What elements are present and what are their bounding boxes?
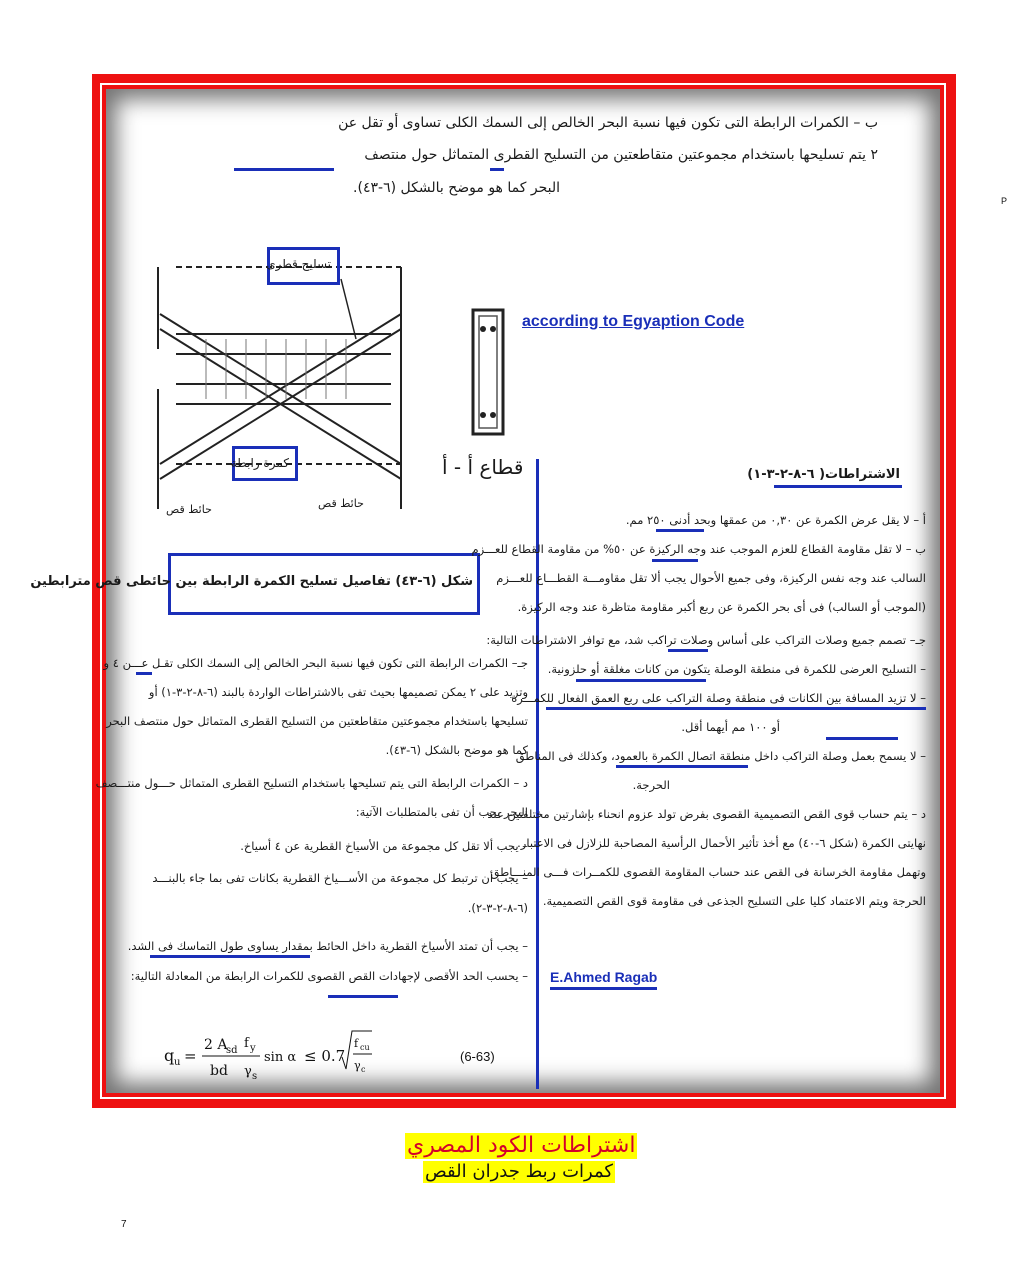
underline bbox=[668, 649, 708, 652]
condition-line: – لا يسمح بعمل وصلة التراكب داخل منطقة اتصال الكمرة بالعمود، وكذلك فى المناطق bbox=[515, 749, 926, 763]
beam-label-box bbox=[232, 446, 298, 481]
svg-text:2 A: 2 A bbox=[204, 1037, 228, 1053]
para-b-line-2: ٢ يتم تسليحها باستخدام مجموعتين متقاطعتين من التسليح القطرى المتماثل حول منتصف bbox=[364, 147, 878, 163]
svg-text:=: = bbox=[184, 1047, 197, 1065]
page-number: 7 bbox=[121, 1219, 127, 1230]
condition-line: أو ١٠٠ مم أيهما أقل. bbox=[681, 720, 780, 734]
svg-text:sin α: sin α bbox=[264, 1050, 297, 1065]
underline bbox=[546, 707, 926, 710]
svg-text:q: q bbox=[164, 1046, 175, 1065]
svg-text:cu: cu bbox=[360, 1043, 370, 1052]
underline bbox=[652, 559, 698, 562]
underline bbox=[576, 679, 706, 682]
left-col-line: د – الكمرات الرابطة التى يتم تسليحها باستخدام التسليح القطرى المتماثل حـــول منتـــصف bbox=[95, 776, 528, 790]
svg-text:f: f bbox=[244, 1036, 249, 1051]
underline bbox=[328, 995, 398, 998]
condition-line: (الموجب أو السالب) فى أى بحر الكمرة عن ربع أكبر مقاومة متاظرة عند وجه الركيزة. bbox=[517, 600, 926, 614]
svg-text:γ: γ bbox=[244, 1064, 252, 1079]
scanned-page bbox=[30, 89, 940, 1093]
svg-text:γ: γ bbox=[354, 1059, 361, 1072]
para-b-line-3: البحر كما هو موضح بالشكل (٦-٤٣). bbox=[353, 180, 560, 196]
svg-text:≤ 0.7: ≤ 0.7 bbox=[304, 1047, 346, 1065]
margin-letter: P bbox=[1001, 196, 1008, 206]
condition-line: أ – لا يقل عرض الكمرة عن ٠,٣٠ من عمقها وبحد أدنى ٢٥٠ مم. bbox=[625, 513, 926, 527]
para-b-line-1: ب – الكمرات الرابطة التى تكون فيها نسبة البحر الخالص إلى السمك الكلى تساوى أو تقل عن bbox=[338, 115, 878, 131]
svg-text:sd: sd bbox=[226, 1045, 238, 1056]
caption-title: اشتراطات الكود المصري bbox=[407, 1133, 636, 1158]
figure-caption-box bbox=[30, 553, 480, 615]
left-col-line: جـ– الكمرات الرابطة التى تكون فيها نسبة البحر الخالص إلى السمك الكلى تقـل عـــن ٤ و bbox=[103, 656, 528, 670]
author-name: E.Ahmed Ragab bbox=[550, 969, 657, 990]
underline bbox=[774, 485, 902, 488]
caption-subtitle: كمرات ربط جدران القص bbox=[425, 1161, 613, 1182]
left-col-line: كما هو موضح بالشكل (٦-٤٣). bbox=[385, 743, 528, 757]
underline bbox=[656, 529, 704, 532]
diagonal-label-box bbox=[267, 247, 340, 285]
svg-text:u: u bbox=[174, 1057, 181, 1068]
figure-caption: شكل (٦-٤٣) تفاصيل تسليح الكمرة الرابطة بين حائطى قص مترابطين bbox=[30, 574, 473, 589]
underline bbox=[826, 737, 898, 740]
underline bbox=[616, 765, 748, 768]
code-heading: according to Egyaption Code bbox=[522, 313, 745, 330]
left-col-line: البحر يجب أن تفى بالمتطلبات الآتية: bbox=[355, 805, 528, 819]
condition-line: جـ– تصمم جميع وصلات التراكب على أساس وصلات تراكب شد، مع توافر الاشتراطات التالية: bbox=[486, 633, 926, 647]
underline bbox=[150, 955, 310, 958]
section-label: قطاع أ - أ bbox=[442, 455, 524, 479]
wall-left-label: حائط قص bbox=[166, 503, 212, 516]
left-col-line: – يجب ألا تقل كل مجموعة من الأسياخ القطرية عن ٤ أسياخ. bbox=[240, 839, 528, 853]
svg-text:f: f bbox=[354, 1037, 359, 1050]
diagonal-label: تسليح قطرى bbox=[266, 257, 331, 271]
condition-line: – التسليح العرضى للكمرة فى منطقة الوصلة يتكون من كانات مغلقة أو حلزونية. bbox=[547, 662, 926, 676]
left-col-line: (٦-٨-٢-٣-٢). bbox=[467, 901, 528, 915]
condition-line: – لا تزيد المسافة بين الكانات فى منطقة وصلة التراكب على ربع العمق الفعال للكمـــرة bbox=[511, 691, 926, 705]
svg-text:y: y bbox=[250, 1043, 256, 1054]
svg-text:c: c bbox=[361, 1065, 366, 1074]
cross-section-drawing bbox=[470, 307, 506, 437]
underline bbox=[234, 168, 334, 171]
condition-line: د – يتم حساب قوى القص التصميمية القصوى بفرض تولد عزوم انحناء بإشارتين مختلفتين عند bbox=[487, 807, 926, 821]
wall-right-label: حائط قص bbox=[318, 497, 364, 510]
equation bbox=[162, 1023, 372, 1087]
beam-label: كمرة رابطة bbox=[230, 456, 289, 470]
underline bbox=[490, 168, 504, 171]
conditions-heading: الاشتراطات( ٦-٨-٢-٣-١) bbox=[747, 467, 900, 482]
condition-line: السالب عند وجه نفس الركيزة، وفى جميع الأحوال يجب ألا تقل مقاومـــة القطـــاع للعـــزم bbox=[496, 571, 926, 585]
left-col-line: – يجب أن تمتد الأسياخ القطرية داخل الحائط بمقدار يساوى طول التماسك فى الشد. bbox=[127, 939, 528, 953]
condition-line: الحرجة. bbox=[632, 778, 670, 792]
left-col-line: تسليحها باستخدام مجموعتين متقاطعتين من التسليح القطرى المتماثل حول منتصف البحر bbox=[106, 714, 528, 728]
svg-text:bd: bd bbox=[210, 1063, 228, 1079]
condition-line: الحرجة ويتم الاعتماد كليا على التسليح الجذعى فى مقاومة قوى القص التصميمية. bbox=[542, 894, 926, 908]
left-col-line: وتزيد على ٢ يمكن تصميمها بحيث تفى بالاشتراطات الواردة بالبند (٦-٨-٢-٣-١) أو bbox=[148, 685, 528, 699]
underline bbox=[136, 672, 152, 675]
left-col-line: – يجب أن ترتبط كل مجموعة من الأســـياخ القطرية بكانات تفى بما جاء بالبنـــد bbox=[152, 871, 528, 885]
condition-line: وتهمل مقاومة الخرسانة فى القص عند حساب المقاومة القصوى للكمــرات فـــى المنـــاطق bbox=[490, 865, 926, 879]
equation-number: (6-63) bbox=[460, 1049, 495, 1064]
svg-text:s: s bbox=[252, 1071, 258, 1082]
left-col-line: – يحسب الحد الأقصى لإجهادات القص القصوى للكمرات الرابطة من المعادلة التالية: bbox=[130, 969, 528, 983]
condition-line: نهايتى الكمرة (شكل ٦-٤٠) مع أخذ تأثير الأحمال الرأسية المصاحبة للزلازل فى الاعتبار. bbox=[517, 836, 926, 850]
condition-line: ب – لا تقل مقاومة القطاع للعزم الموجب عند وجه الركيزة عن ٥٠% من مقاومة القطاع للعـــزم bbox=[471, 542, 926, 556]
